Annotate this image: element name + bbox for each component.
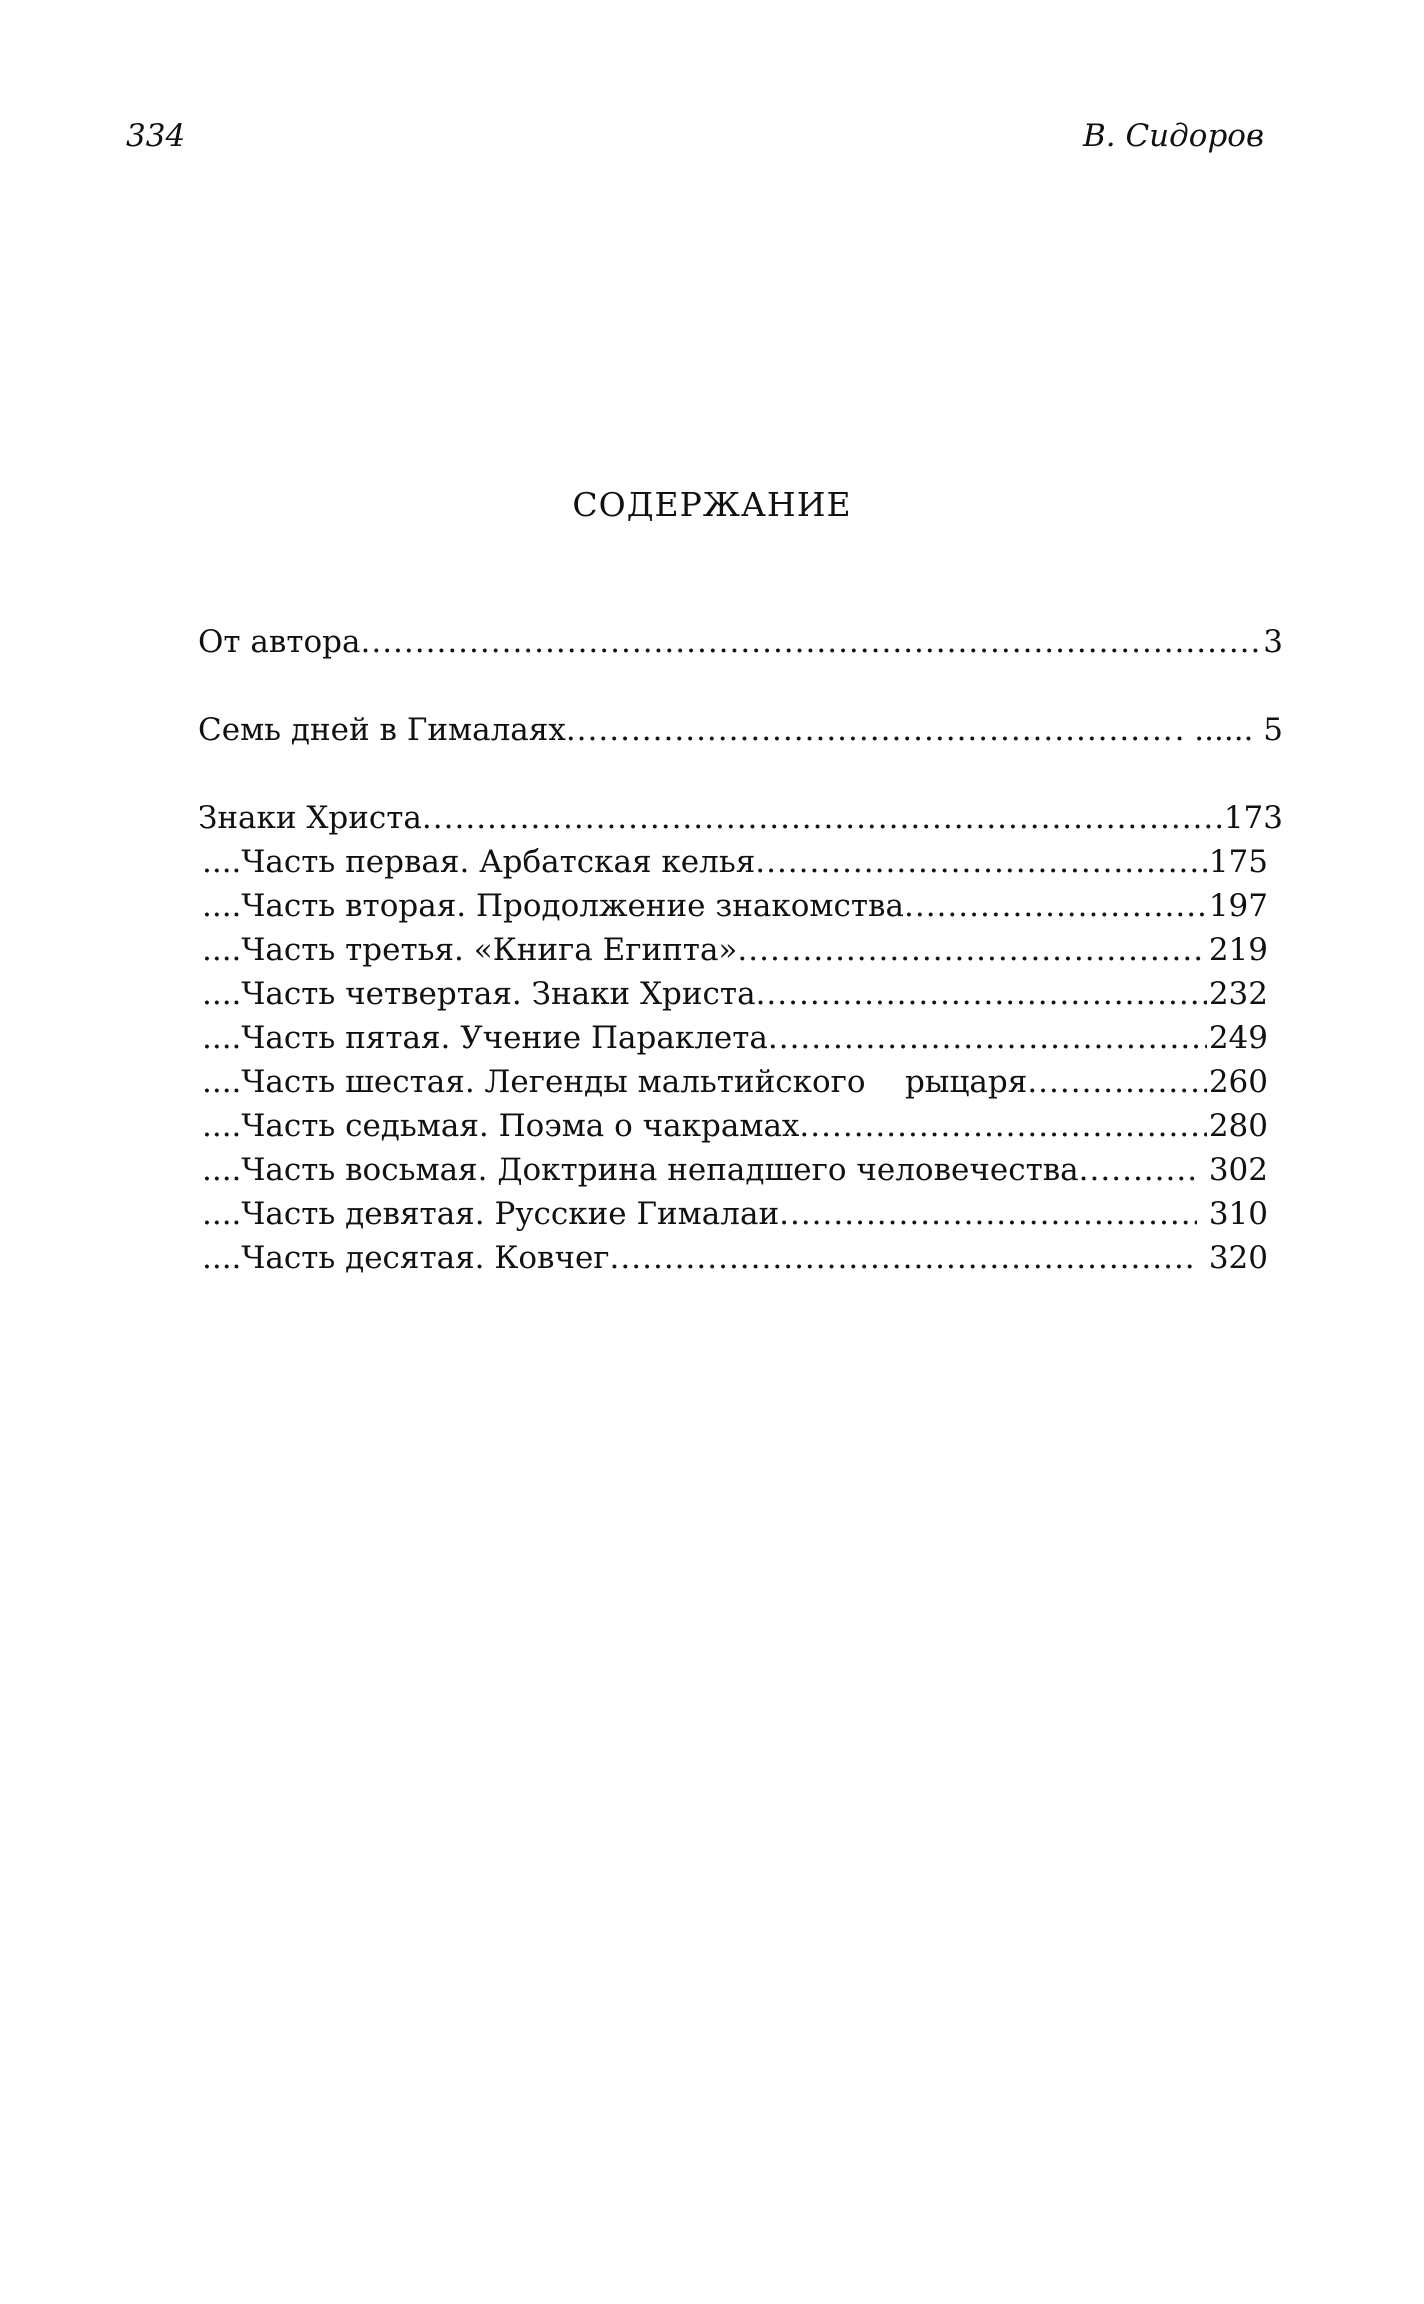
- toc-entry-label: ....Часть первая. Арбатская келья: [202, 844, 756, 880]
- toc-entry-label: Семь дней в Гималаях: [198, 712, 566, 748]
- toc-entry: [198, 796, 1283, 840]
- dot-leader: [755, 840, 1207, 884]
- toc-entry-page: 3: [1263, 624, 1283, 660]
- dot-leader: [779, 1192, 1197, 1236]
- dot-leader: [799, 1104, 1206, 1148]
- toc-entry-page: 197: [1208, 888, 1268, 924]
- toc-subentry: [198, 928, 1268, 972]
- dot-leader: [1079, 1148, 1197, 1192]
- dot-leader: [610, 1236, 1197, 1280]
- toc-entry-page: 249: [1208, 1020, 1268, 1056]
- dot-leader: [756, 972, 1207, 1016]
- toc-subentry: [198, 1060, 1268, 1104]
- toc-entry-label: Знаки Христа: [198, 800, 422, 836]
- dot-leader: [768, 1016, 1207, 1060]
- toc-entry-label: ....Часть третья. «Книга Египта»: [202, 932, 738, 968]
- toc-entry-label: ....Часть четвертая. Знаки Христа: [202, 976, 756, 1012]
- toc-subentry: [198, 840, 1268, 884]
- toc-entry-label: ....Часть девятая. Русские Гималаи: [202, 1196, 780, 1232]
- toc-entry-page: 302: [1198, 1152, 1268, 1188]
- running-head: [126, 118, 1264, 158]
- toc-subentry: [198, 1236, 1268, 1280]
- table-of-contents: [198, 620, 1283, 1280]
- toc-entry-page: 175: [1208, 844, 1268, 880]
- dot-leader: [422, 796, 1222, 840]
- toc-subentry: [198, 1192, 1268, 1236]
- toc-entry: [198, 708, 1283, 752]
- toc-title: СОДЕРЖАНИЕ: [572, 485, 852, 524]
- toc-entry-page: 280: [1208, 1108, 1268, 1144]
- toc-entry-page: 310: [1198, 1196, 1268, 1232]
- toc-entry-page: 232: [1208, 976, 1268, 1012]
- page-number: 334: [126, 118, 186, 154]
- toc-entry-label: ....Часть седьмая. Поэма о чакрамах: [202, 1108, 800, 1144]
- toc-entry-label: ....Часть пятая. Учение Параклета: [202, 1020, 768, 1056]
- toc-subentry: [198, 1148, 1268, 1192]
- dot-leader: [1027, 1060, 1207, 1104]
- dot-leader: [904, 884, 1207, 928]
- toc-entry-label: ....Часть десятая. Ковчег: [202, 1240, 610, 1276]
- toc-entry-page: 173: [1223, 800, 1283, 836]
- toc-entry-page: 260: [1208, 1064, 1268, 1100]
- running-head-author: В. Сидоров: [1082, 118, 1264, 154]
- toc-entry-label: ....Часть восьмая. Доктрина непадшего человечества: [202, 1152, 1079, 1188]
- toc-subentry: [198, 1104, 1268, 1148]
- toc-subentry: [198, 972, 1268, 1016]
- toc-entry-label: От автора: [198, 624, 361, 660]
- toc-subentry: [198, 884, 1268, 928]
- toc-entry-page: 219: [1208, 932, 1268, 968]
- toc-entry-page: 320: [1198, 1240, 1268, 1276]
- dot-leader: [737, 928, 1206, 972]
- toc-entry-label: ....Часть вторая. Продолжение знакомства: [202, 888, 904, 924]
- dot-leader: [361, 620, 1262, 664]
- toc-entry-page: . ...... 5: [1174, 712, 1283, 748]
- dot-leader: [566, 708, 1173, 752]
- toc-subentry: [198, 1016, 1268, 1060]
- toc-entry-label: ....Часть шестая. Легенды мальтийского рыцаря: [202, 1064, 1028, 1100]
- toc-entry: [198, 620, 1283, 664]
